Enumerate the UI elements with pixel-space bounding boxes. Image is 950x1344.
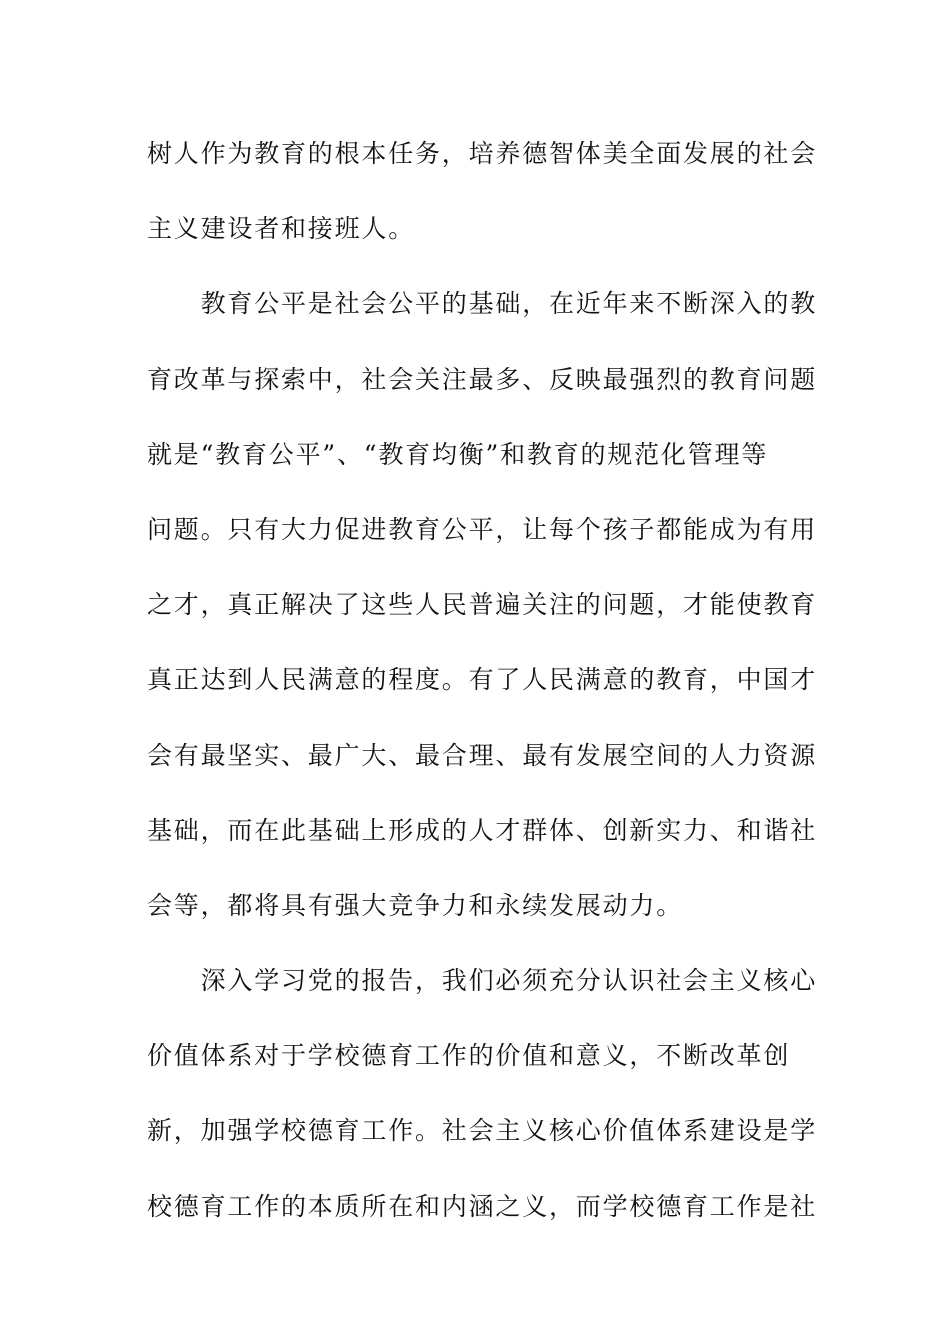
text-line: 基础，而在此基础上形成的人才群体、创新实力、和谐社 <box>147 815 818 845</box>
text-line: 深入学习党的报告，我们必须充分认识社会主义核心 <box>147 966 818 996</box>
text-line: 校德育工作的本质所在和内涵之义，而学校德育工作是社 <box>147 1191 818 1221</box>
text-line: 育改革与探索中，社会关注最多、反映最强烈的教育问题 <box>147 364 818 394</box>
text-line: 真正达到人民满意的程度。有了人民满意的教育，中国才 <box>147 665 818 695</box>
text-line: 新，加强学校德育工作。社会主义核心价值体系建设是学 <box>147 1116 818 1146</box>
text-line: 会有最坚实、最广大、最合理、最有发展空间的人力资源 <box>147 740 818 770</box>
text-line: 教育公平是社会公平的基础，在近年来不断深入的教 <box>147 289 818 319</box>
text-line: 就是“教育公平”、“教育均衡”和教育的规范化管理等 <box>147 439 769 469</box>
body-text <box>147 132 818 1260</box>
text-line: 主义建设者和接班人。 <box>147 214 416 244</box>
text-line: 问题。只有大力促进教育公平，让每个孩子都能成为有用 <box>147 514 818 544</box>
text-line: 价值体系对于学校德育工作的价值和意义，不断改革创 <box>147 1041 791 1071</box>
text-line: 会等，都将具有强大竞争力和永续发展动力。 <box>147 890 684 920</box>
text-line: 树人作为教育的根本任务，培养德智体美全面发展的社会 <box>147 139 818 168</box>
text-line: 之才，真正解决了这些人民普遍关注的问题，才能使教育 <box>147 590 818 620</box>
